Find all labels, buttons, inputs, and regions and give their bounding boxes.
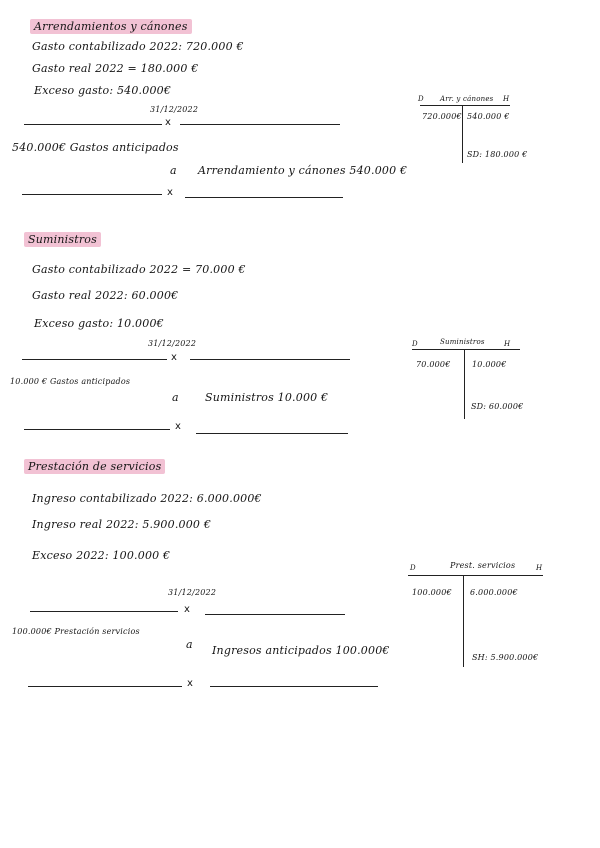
entry-date: 31/12/2022: [168, 588, 217, 597]
line-ingreso-real: Ingreso real 2022: 5.900.000 €: [32, 518, 212, 531]
t-account-h: H: [504, 340, 511, 348]
entry-credit: Suministros 10.000 €: [205, 391, 329, 404]
t-account-left-value: 720.000€: [422, 112, 462, 121]
t-account-d: D: [410, 564, 416, 572]
journal-line: [28, 686, 182, 687]
t-account-top-line: [420, 105, 510, 106]
journal-line: [205, 614, 345, 615]
line-exceso-gasto: Exceso gasto: 540.000€: [34, 84, 172, 97]
section-title-prestacion: Prestación de servicios: [24, 459, 165, 474]
t-account-h: H: [503, 95, 510, 103]
entry-to: a: [170, 164, 177, 177]
t-account-right-value: 540.000 €: [467, 112, 510, 121]
t-account-name: Suministros: [440, 338, 485, 346]
t-account-right-value: 6.000.000€: [470, 588, 518, 597]
journal-x-mark: x: [184, 604, 190, 615]
t-account-left-value: 100.000€: [412, 588, 452, 597]
journal-x-mark: x: [167, 187, 173, 198]
entry-date: 31/12/2022: [148, 339, 197, 348]
journal-line: [210, 686, 378, 687]
journal-line: [30, 611, 178, 612]
t-account-d: D: [412, 340, 418, 348]
t-account-vertical-line: [464, 349, 465, 419]
line-gasto-contabilizado: Gasto contabilizado 2022 = 70.000 €: [32, 263, 246, 276]
entry-debit: 540.000€ Gastos anticipados: [12, 141, 179, 154]
entry-credit: Arrendamiento y cánones 540.000 €: [198, 164, 408, 177]
t-account-vertical-line: [463, 575, 464, 667]
t-account-right-value: 10.000€: [472, 360, 507, 369]
journal-x-mark: x: [175, 421, 181, 432]
line-gasto-real: Gasto real 2022 = 180.000 €: [32, 62, 199, 75]
line-gasto-contabilizado: Gasto contabilizado 2022: 720.000 €: [32, 40, 244, 53]
t-account-balance: SD: 60.000€: [471, 402, 524, 411]
journal-line: [22, 359, 167, 360]
t-account-balance: SH: 5.900.000€: [472, 653, 539, 662]
entry-date: 31/12/2022: [150, 105, 199, 114]
t-account-name: Arr. y cánones: [440, 95, 494, 103]
journal-x-mark: x: [187, 678, 193, 689]
t-account-name: Prest. servicios: [450, 561, 516, 570]
journal-line: [24, 429, 170, 430]
entry-debit: 10.000 € Gastos anticipados: [10, 377, 131, 386]
section-title-arrendamientos: Arrendamientos y cánones: [30, 19, 192, 34]
entry-debit: 100.000€ Prestación servicios: [12, 627, 140, 636]
entry-to: a: [186, 638, 193, 651]
line-exceso: Exceso 2022: 100.000 €: [32, 549, 171, 562]
journal-line: [190, 359, 350, 360]
entry-to: a: [172, 391, 179, 404]
t-account-top-line: [412, 349, 520, 350]
t-account-left-value: 70.000€: [416, 360, 451, 369]
journal-line: [180, 124, 340, 125]
journal-line: [196, 433, 348, 434]
t-account-vertical-line: [462, 105, 463, 163]
journal-x-mark: x: [165, 117, 171, 128]
t-account-balance: SD: 180.000 €: [467, 150, 528, 159]
line-ingreso-contabilizado: Ingreso contabilizado 2022: 6.000.000€: [32, 492, 262, 505]
t-account-top-line: [408, 575, 543, 576]
section-title-suministros: Suministros: [24, 232, 101, 247]
t-account-d: D: [418, 95, 424, 103]
journal-line: [22, 194, 162, 195]
line-gasto-real: Gasto real 2022: 60.000€: [32, 289, 179, 302]
journal-line: [185, 197, 343, 198]
entry-credit: Ingresos anticipados 100.000€: [212, 644, 390, 657]
journal-x-mark: x: [171, 352, 177, 363]
t-account-h: H: [536, 564, 543, 572]
line-exceso-gasto: Exceso gasto: 10.000€: [34, 317, 164, 330]
journal-line: [24, 124, 162, 125]
